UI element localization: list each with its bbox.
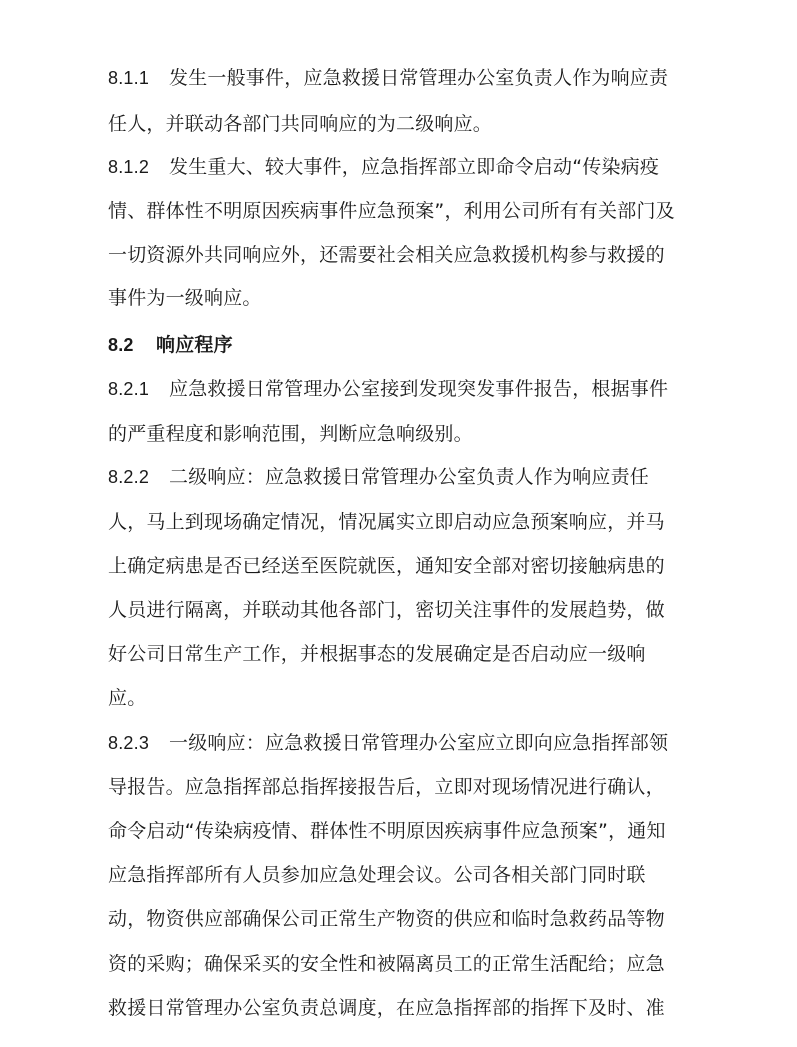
heading-number: 8.2 [108, 335, 134, 355]
paragraph-text: 人员进行隔离，并联动其他各部门，密切关注事件的发展趋势，做 [108, 599, 665, 621]
section-8-2-3-line-6 [108, 952, 665, 976]
section-8-2-2-line-2 [108, 510, 665, 534]
section-8-2-3-line-5 [108, 907, 665, 931]
heading-title: 响应程序 [156, 334, 233, 356]
section-8-2-3-line-3 [108, 819, 666, 843]
section-number: 8.1.1 [108, 68, 150, 88]
paragraph-text: 应急救援日常管理办公室接到发现突发事件报告，根据事件 [169, 378, 669, 400]
section-8-2-3-line-7 [108, 996, 665, 1020]
section-number: 8.1.2 [108, 157, 150, 177]
paragraph-text: 命令启动“传染病疫情、群体性不明原因疾病事件应急预案”，通知 [108, 820, 666, 842]
section-8-2-3-line-2 [108, 775, 665, 799]
paragraph-text: 任人，并联动各部门共同响应的为二级响应。 [108, 113, 493, 135]
section-8-1-2-line-1 [108, 155, 659, 179]
paragraph-text: 二级响应：应急救援日常管理办公室负责人作为响应责任 [169, 466, 650, 488]
section-8-1-2-line-3 [108, 243, 665, 267]
section-8-2-2-line-6 [108, 686, 146, 710]
paragraph-text: 发生一般事件，应急救援日常管理办公室负责人作为响应责 [169, 67, 669, 89]
paragraph-text: 上确定病患是否已经送至医院就医，通知安全部对密切接触病患的 [108, 555, 665, 577]
section-number: 8.2.1 [108, 379, 150, 399]
paragraph-text: 动，物资供应部确保公司正常生产物资的供应和临时急救药品等物 [108, 908, 665, 930]
paragraph-text: 应急指挥部所有人员参加应急处理会议。公司各相关部门同时联 [108, 864, 646, 886]
paragraph-text: 一切资源外共同响应外，还需要社会相关应急救援机构参与救援的 [108, 244, 665, 266]
paragraph-text: 发生重大、较大事件，应急指挥部立即命令启动“传染病疫 [169, 156, 660, 178]
section-8-1-1-line-2 [108, 112, 492, 136]
paragraph-text: 好公司日常生产工作，并根据事态的发展确定是否启动应一级响 [108, 643, 646, 665]
paragraph-text: 人，马上到现场确定情况，情况属实立即启动应急预案响应，并马 [108, 511, 665, 533]
section-8-2-2-line-4 [108, 598, 665, 622]
section-8-2-2-line-5 [108, 642, 646, 666]
section-8-1-2-line-2 [108, 199, 675, 223]
section-8-1-2-line-4 [108, 286, 262, 310]
section-8-2-2-line-3 [108, 554, 665, 578]
section-number: 8.2.2 [108, 467, 150, 487]
paragraph-text: 应。 [108, 687, 147, 709]
section-8-2-3-line-4 [108, 863, 646, 887]
paragraph-text: 情、群体性不明原因疾病事件应急预案”，利用公司所有有关部门及 [108, 200, 675, 222]
section-8-2-1-line-2 [108, 422, 473, 446]
section-8-2-1-line-1 [108, 377, 668, 401]
section-number: 8.2.3 [108, 733, 150, 753]
section-8-1-1-line-1 [108, 66, 668, 90]
paragraph-text: 救援日常管理办公室负责总调度，在应急指挥部的指挥下及时、准 [108, 997, 665, 1019]
paragraph-text: 导报告。应急指挥部总指挥接报告后，立即对现场情况进行确认， [108, 776, 665, 798]
section-8-2-3-line-1 [108, 731, 668, 755]
paragraph-text: 事件为一级响应。 [108, 287, 262, 309]
section-heading-8-2 [108, 333, 233, 357]
paragraph-text: 资的采购；确保采买的安全性和被隔离员工的正常生活配给；应急 [108, 953, 665, 975]
paragraph-text: 一级响应：应急救援日常管理办公室应立即向应急指挥部领 [169, 732, 669, 754]
paragraph-text: 的严重程度和影响范围，判断应急响级别。 [108, 423, 473, 445]
section-8-2-2-line-1 [108, 465, 649, 489]
